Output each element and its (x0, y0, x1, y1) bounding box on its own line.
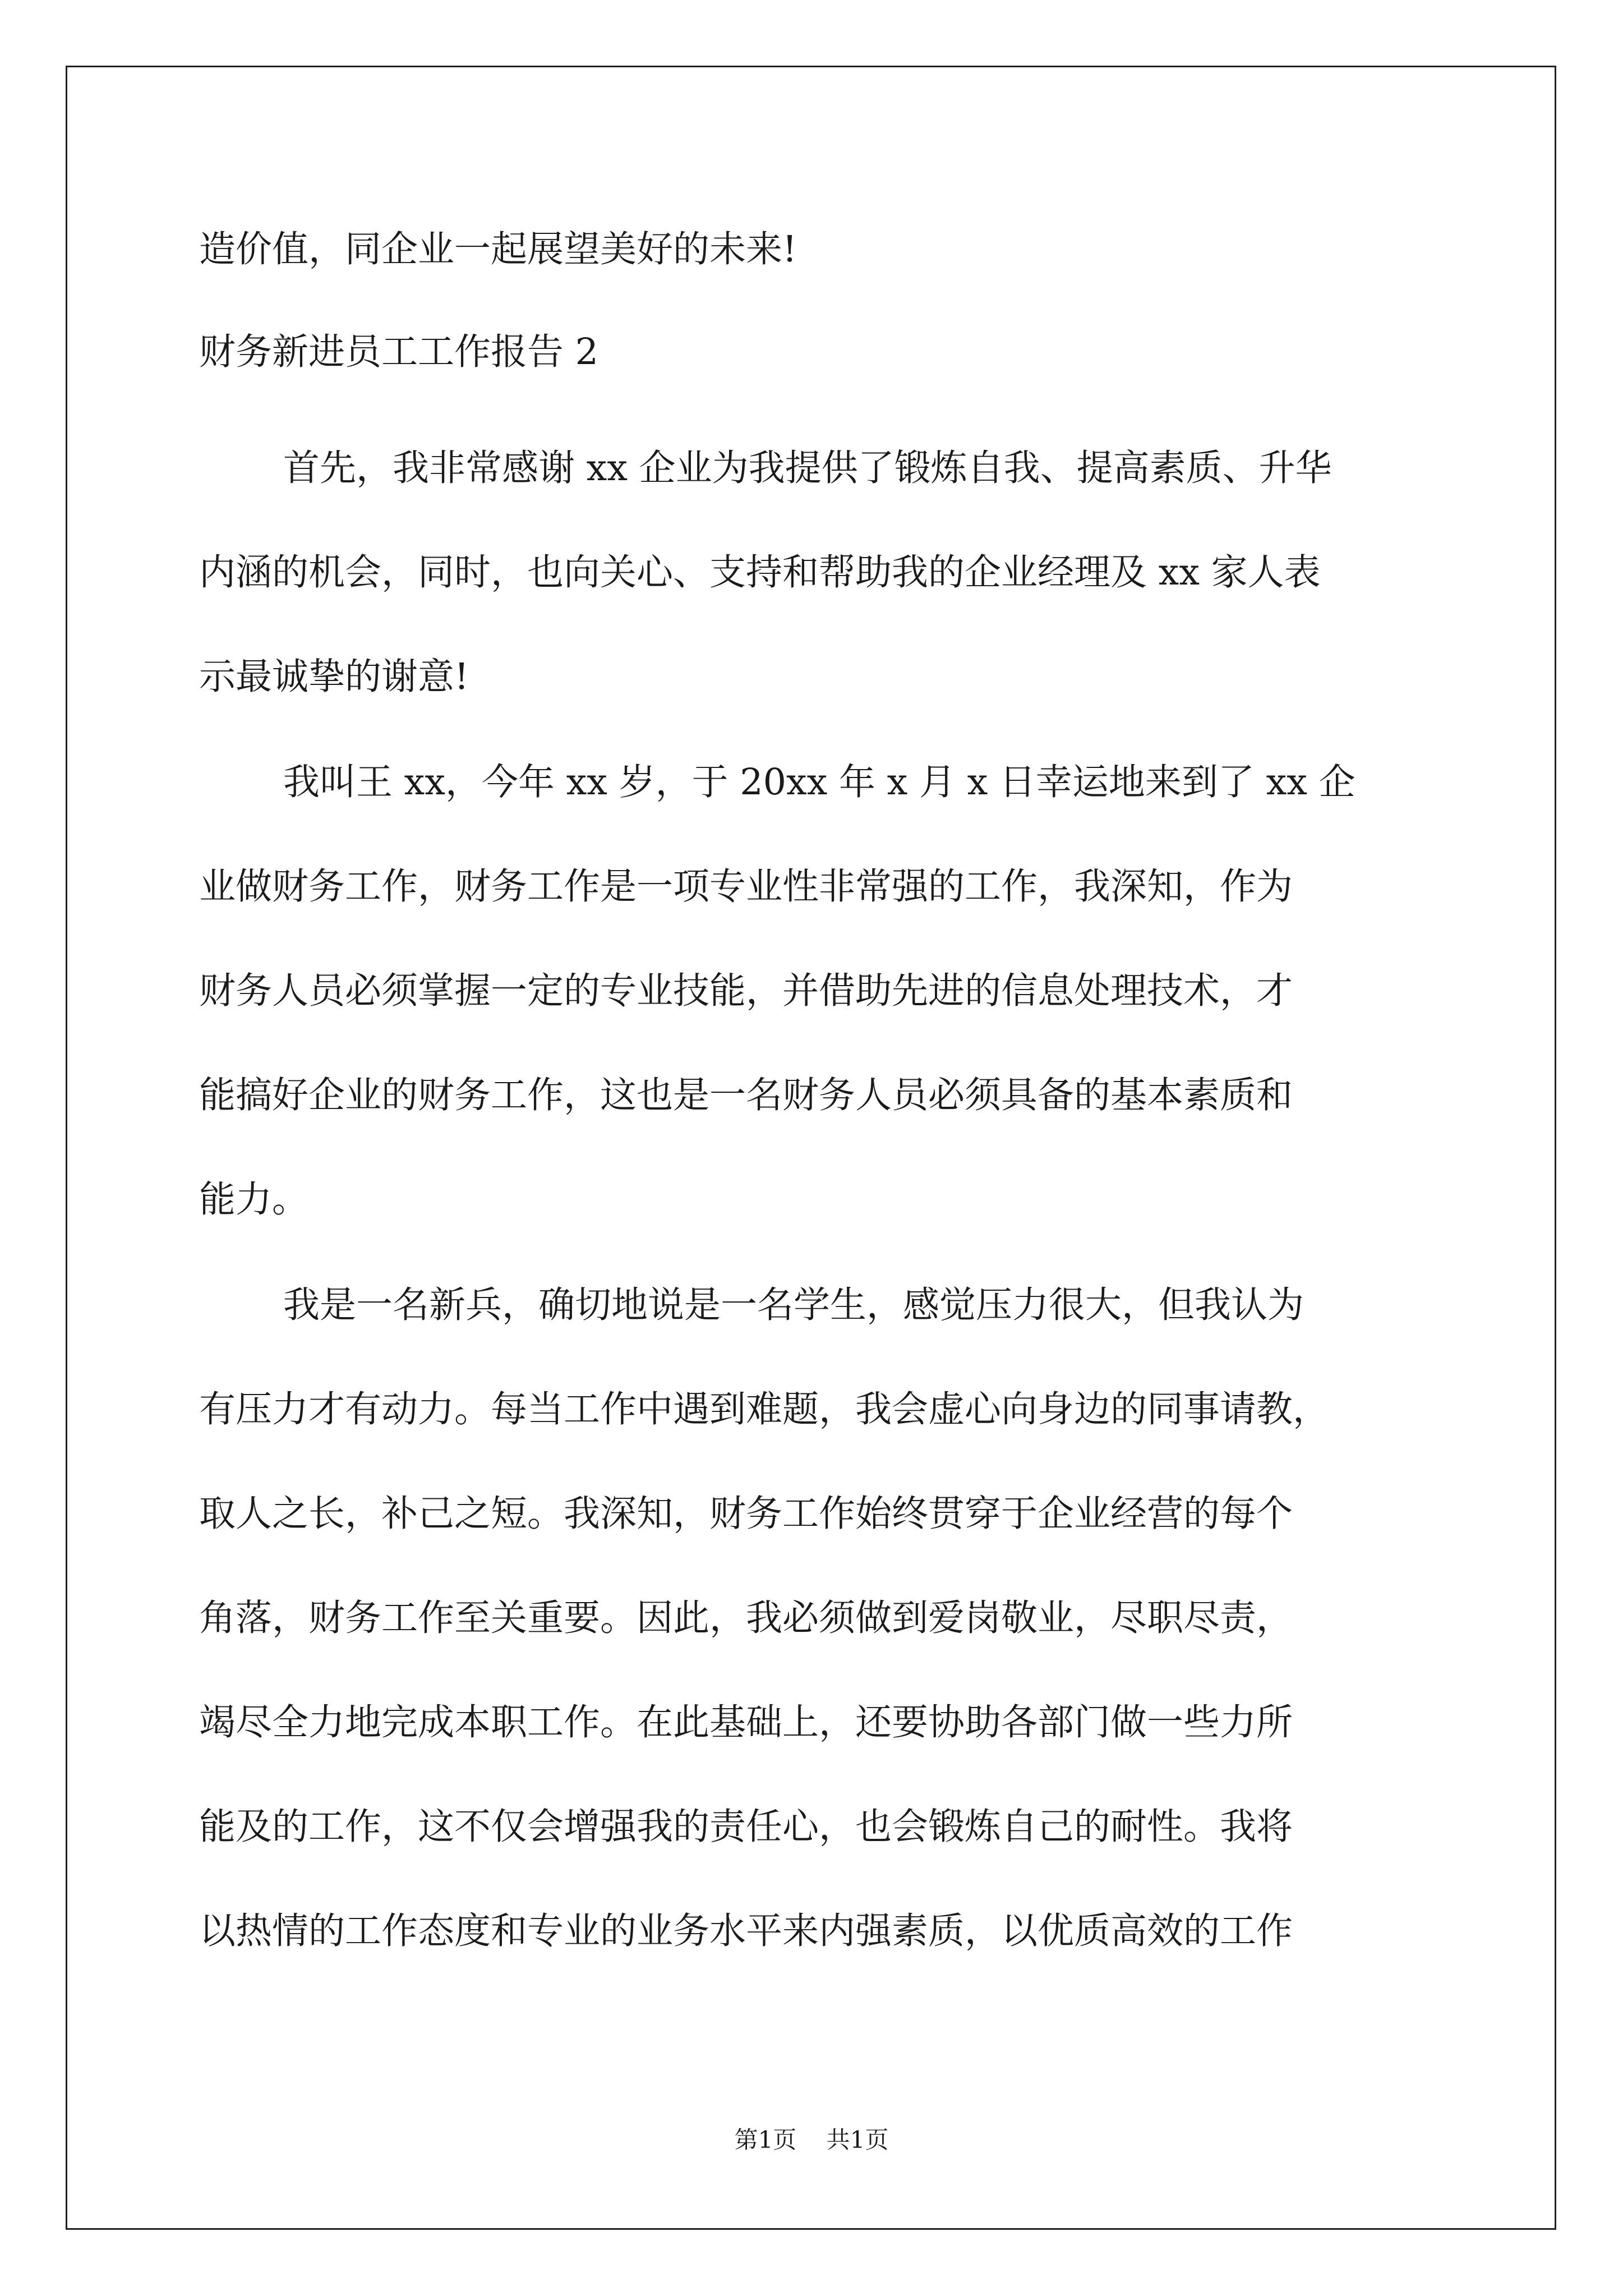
section-heading: 财务新进员工工作报告 2 (199, 331, 599, 373)
body-line: 造价值，同企业一起展望美好的未来! (199, 228, 797, 270)
body-line: 能力。 (199, 1179, 309, 1221)
body-line: 能搞好企业的财务工作，这也是一名财务人员必须具备的基本素质和 (199, 1074, 1293, 1116)
body-line: 能及的工作，这不仅会增强我的责任心，也会锻炼自己的耐性。我将 (199, 1806, 1293, 1848)
body-line: 首先，我非常感谢 xx 企业为我提供了锻炼自我、提高素质、升华 (283, 447, 1332, 489)
body-line: 角落，财务工作至关重要。因此，我必须做到爱岗敬业，尽职尽责， (199, 1597, 1293, 1639)
body-line: 以热情的工作态度和专业的业务水平来内强素质，以优质高效的工作 (199, 1910, 1293, 1952)
body-line: 我叫王 xx，今年 xx 岁，于 20xx 年 x 月 x 日幸运地来到了 xx 企 (283, 761, 1355, 803)
body-line: 取人之长，补己之短。我深知，财务工作始终贯穿于企业经营的每个 (199, 1493, 1293, 1535)
body-line: 业做财务工作，财务工作是一项专业性非常强的工作，我深知，作为 (199, 866, 1293, 908)
body-line: 示最诚挚的谢意! (199, 656, 469, 698)
body-line: 有压力才有动力。每当工作中遇到难题，我会虚心向身边的同事请教， (199, 1388, 1330, 1430)
body-line: 我是一名新兵，确切地说是一名学生，感觉压力很大，但我认为 (283, 1284, 1304, 1326)
page-number: 第1页 (734, 2126, 797, 2154)
page-footer (0, 2123, 1623, 2157)
body-line: 竭尽全力地完成本职工作。在此基础上，还要协助各部门做一些力所 (199, 1701, 1293, 1743)
page-total: 共1页 (826, 2126, 889, 2154)
body-line: 内涵的机会，同时，也向关心、支持和帮助我的企业经理及 xx 家人表 (199, 551, 1321, 593)
body-line: 财务人员必须掌握一定的专业技能，并借助先进的信息处理技术，才 (199, 970, 1293, 1012)
